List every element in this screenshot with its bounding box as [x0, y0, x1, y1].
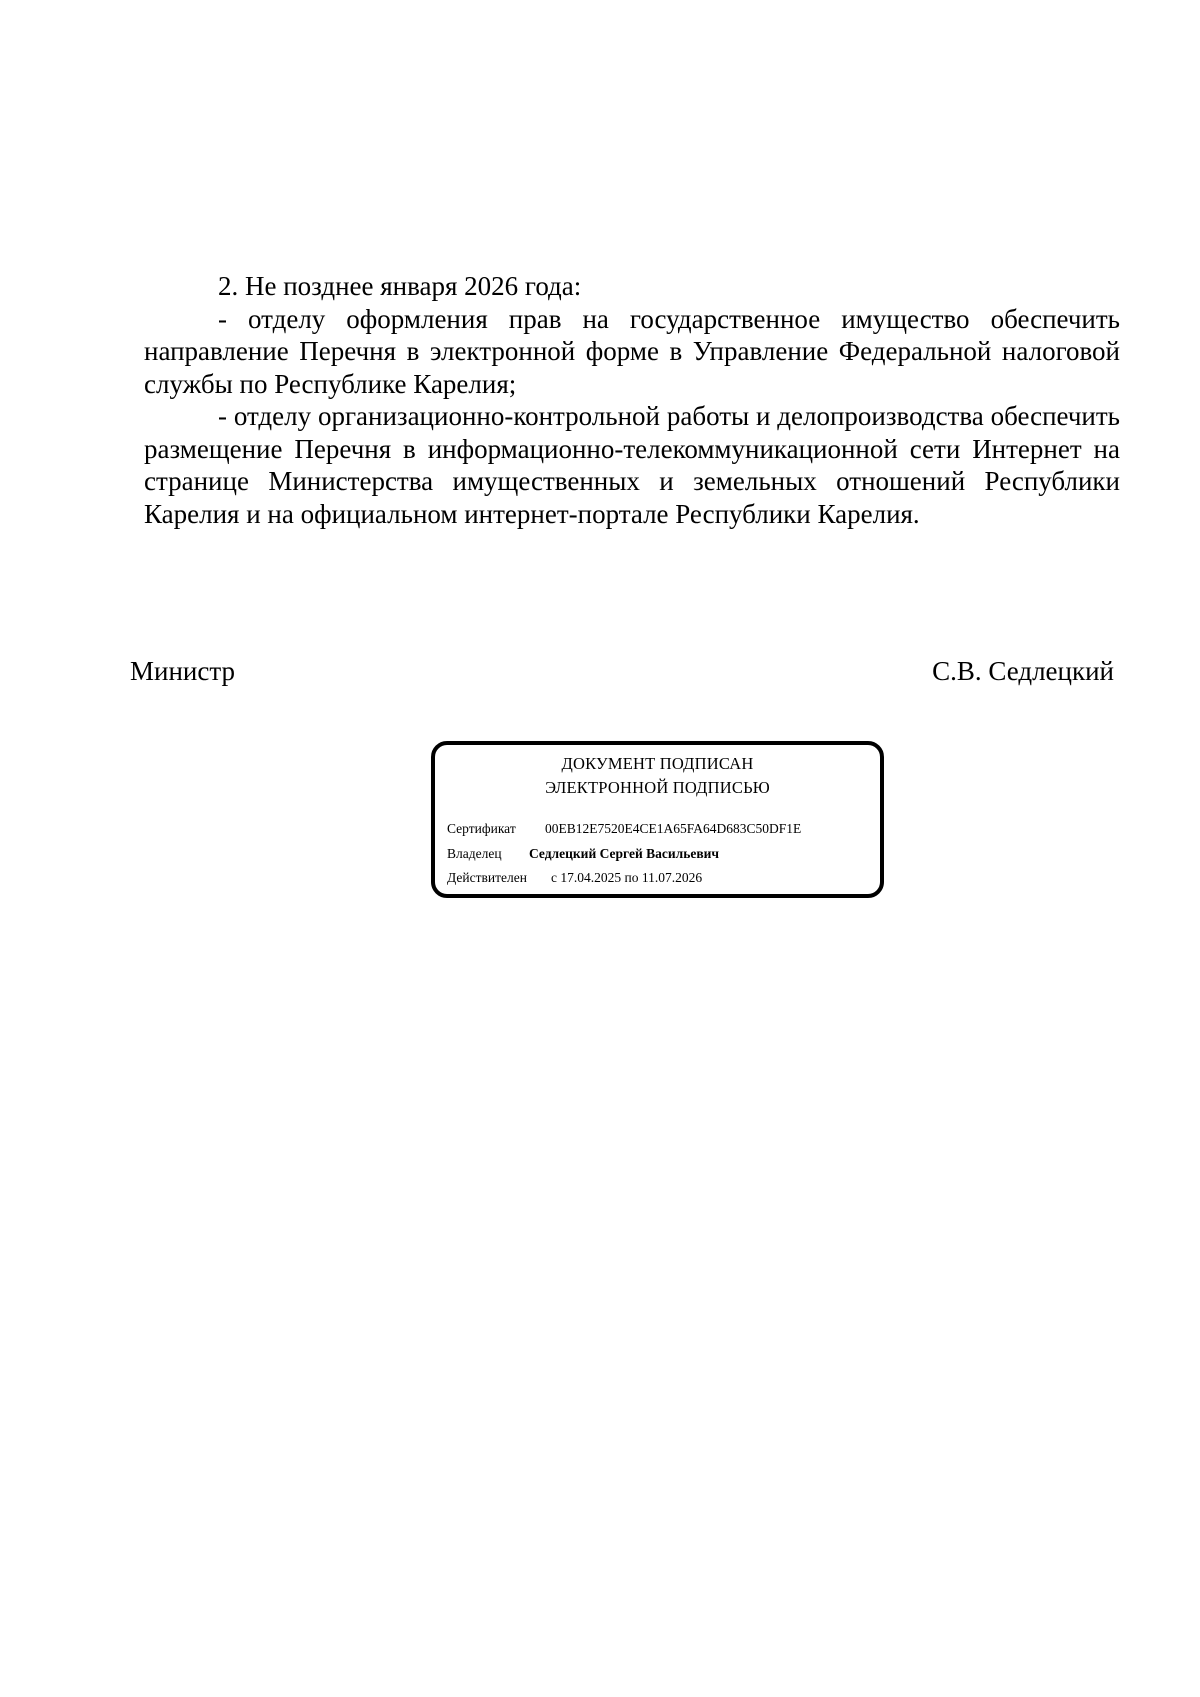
- stamp-certificate-row: [447, 820, 801, 838]
- document-body: [144, 270, 1120, 530]
- valid-value: с 17.04.2025 по 11.07.2026: [551, 870, 703, 885]
- electronic-signature-stamp: [431, 741, 884, 898]
- stamp-title-line-1: ДОКУМЕНТ ПОДПИСАН: [561, 754, 754, 773]
- signature-block: [130, 655, 1114, 695]
- signer-name: С.В. Седлецкий: [932, 656, 1114, 686]
- stamp-validity-row: [447, 869, 702, 887]
- certificate-label: Сертификат: [447, 821, 516, 836]
- stamp-owner-row: [447, 845, 719, 863]
- valid-label: Действителен: [447, 870, 527, 885]
- owner-value: Седлецкий Сергей Васильевич: [529, 846, 720, 861]
- paragraph-internet-publication: - отделу организационно-контрольной работы и делопроизводства обеспечить размещение Перечня в информационно-телекоммуникационной сети Интернет на странице Министерства имущественных и земельных отношений Республики Карелия и на официальном интернет-портале Республики Карелия.: [144, 401, 1120, 529]
- certificate-value: 00EB12E7520E4CE1A65FA64D683C50DF1E: [545, 821, 802, 836]
- paragraph-tax-service: - отделу оформления прав на государственное имущество обеспечить направление Перечня в электронной форме в Управление Федеральной налоговой службы по Республике Карелия;: [144, 303, 1120, 399]
- stamp-title-line-2: ЭЛЕКТРОННОЙ ПОДПИСЬЮ: [545, 778, 770, 797]
- signer-position: Министр: [130, 656, 235, 686]
- owner-label: Владелец: [447, 846, 502, 861]
- item-heading: 2. Не позднее января 2026 года:: [218, 271, 582, 301]
